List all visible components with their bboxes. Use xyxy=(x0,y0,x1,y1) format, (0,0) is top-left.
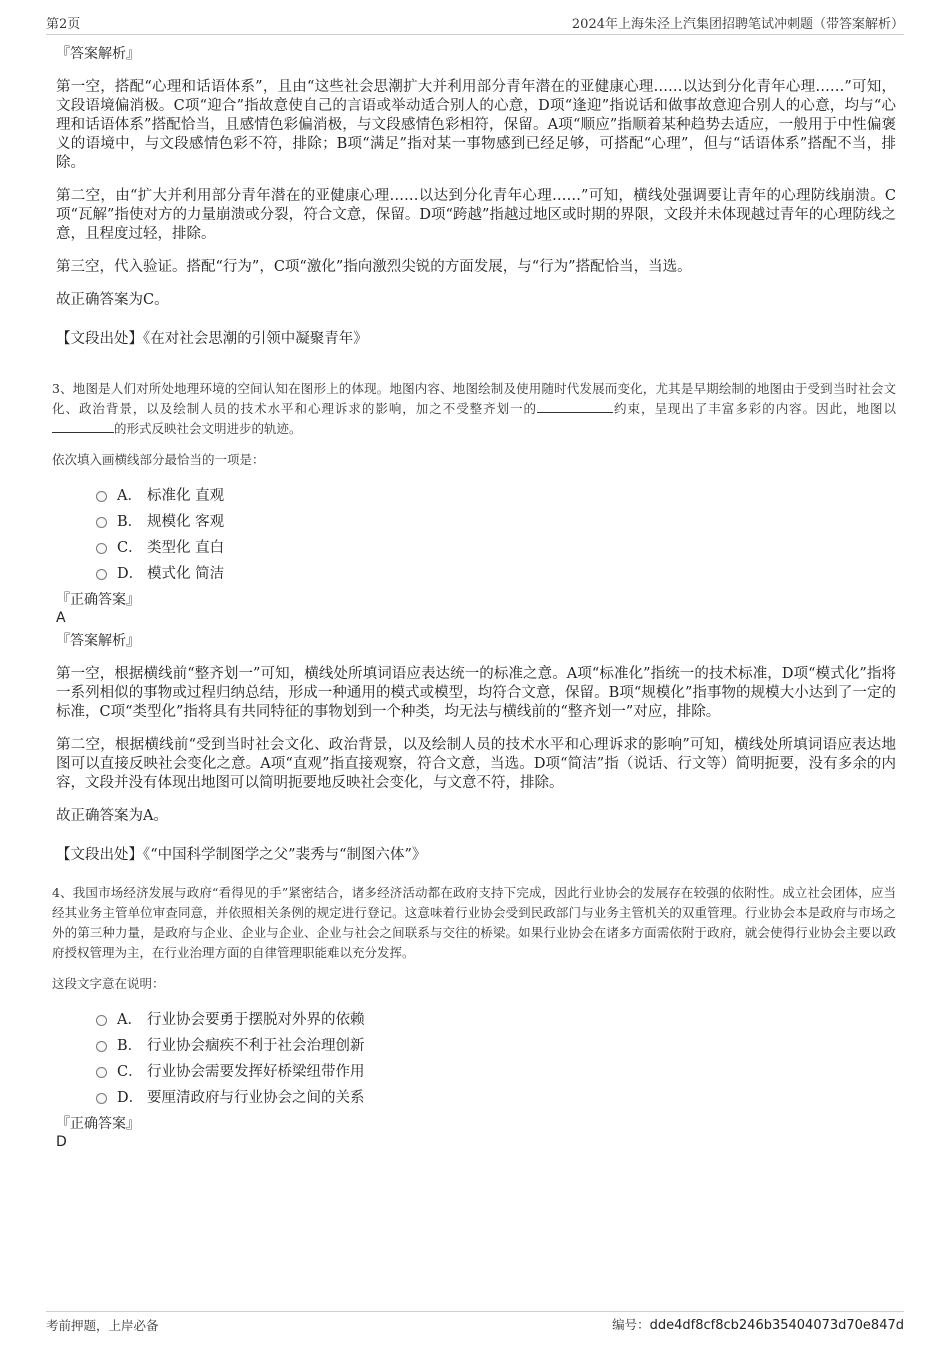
q3-option-a[interactable]: A． 标准化 直观 xyxy=(96,481,896,507)
q3-source: 【文段出处】《“中国科学制图学之父”裴秀与“制图六体”》 xyxy=(56,847,427,863)
q2-explanation-para-2: 第二空，由“扩大并利用部分青年潜在的亚健康心理……以达到分化青年心理……”可知，横线处强调要让青年的心理防线崩溃。C项“瓦解”指使对方的力量崩溃或分裂，符合文意，保留。D项“跨越”指越过地区或时期的界限，文段并未体现越过青年的心理防线之意，且程度过轻，排除。 xyxy=(56,188,896,242)
q4-option-b[interactable]: B． 行业协会痼疾不利于社会治理创新 xyxy=(96,1031,896,1057)
q3-option-d[interactable]: D． 模式化 简洁 xyxy=(96,559,896,585)
q3-blank-2 xyxy=(52,420,114,433)
q2-source: 【文段出处】《在对社会思潮的引领中凝聚青年》 xyxy=(56,331,368,347)
q4-prompt: 这段文字意在说明： xyxy=(52,976,165,991)
q3-stem: 3、地图是人们对所处地理环境的空间认知在图形上的体现。地图内容、地图绘制及使用随时代发展而变化，尤其是早期绘制的地图由于受到当时社会文化、政治背景，以及绘制人员的技术水平和心理诉求的影响，加之不受整齐划一的 约束，呈现出了丰富多彩的内容。因此，地图以的形式反映社会文明进步的轨迹。 xyxy=(52,381,896,436)
q4-option-d[interactable]: D． 要厘清政府与行业协会之间的关系 xyxy=(96,1083,896,1109)
footer-slogan: 考前押题，上岸必备 xyxy=(46,1318,159,1333)
page-footer xyxy=(46,1311,904,1336)
question-3 xyxy=(52,379,896,865)
radio-icon[interactable] xyxy=(96,1015,107,1026)
q3-option-c[interactable]: C． 类型化 直白 xyxy=(96,533,896,559)
radio-icon[interactable] xyxy=(96,517,107,528)
q3-options xyxy=(96,481,896,585)
q3-conclusion: 故正确答案为A。 xyxy=(56,808,168,824)
radio-icon[interactable] xyxy=(96,1041,107,1052)
q2-explanation-para-3: 第三空，代入验证。搭配“行为”，C项“激化”指向激烈尖锐的方面发展，与“行为”搭配恰当，当选。 xyxy=(56,259,692,275)
q3-explanation-para-2: 第二空，根据横线前“受到当时社会文化、政治背景，以及绘制人员的技术水平和心理诉求的影响”可知，横线处所填词语应表达地图可以直接反映社会变化之意。A项“直观”指直接观察，符合文意，当选。D项“简洁”指（说话、行文等）简明扼要，没有多余的内容，文段并没有体现出地图可以简明扼要地反映社会变化，与文意不符，排除。 xyxy=(56,737,896,791)
q3-explanation-label: 『答案解析』 xyxy=(56,633,140,649)
q3-explanation-para-1: 第一空，根据横线前“整齐划一”可知，横线处所填词语应表达统一的标准之意。A项“标准化”指统一的技术标准，D项“模式化”指将一系列相似的事物或过程归纳总结，形成一种通用的模式或模型，均符合文意，保留。B项“规模化”指事物的规模大小达到了一定的标准，C项“类型化”指将具有共同特征的事物划到一个种类，均无法与横线前的“整齐划一”对应，排除。 xyxy=(56,666,896,720)
q2-explanation-label: 『答案解析』 xyxy=(56,46,140,62)
q3-option-b[interactable]: B． 规模化 客观 xyxy=(96,507,896,533)
radio-icon[interactable] xyxy=(96,1093,107,1104)
q2-explanation xyxy=(56,44,896,349)
q4-answer-label: 『正确答案』 xyxy=(56,1116,140,1132)
q3-answer: A xyxy=(56,610,66,626)
q3-blank-1 xyxy=(537,400,613,413)
main-content xyxy=(52,44,896,1151)
radio-icon[interactable] xyxy=(96,569,107,580)
q2-conclusion: 故正确答案为C。 xyxy=(56,292,169,308)
q4-answer: D xyxy=(56,1134,67,1150)
document-title: 2024年上海朱泾上汽集团招聘笔试冲刺题（带答案解析） xyxy=(571,17,904,32)
q4-stem: 4、我国市场经济发展与政府“看得见的手”紧密结合，诸多经济活动都在政府支持下完成，因此行业协会的发展存在较强的依附性。成立社会团体，应当经其业务主管单位审查同意，并依照相关条例的规定进行登记。这意味着行业协会受到民政部门与业务主管机关的双重管理。行业协会本是政府与市场之外的第三种力量，是政府与企业、企业与企业、企业与社会之间联系与交往的桥梁。如果行业协会在诸多方面需依附于政府，就会使得行业协会主要以政府授权管理为主，在行业治理方面的自律管理职能难以充分发挥。 xyxy=(52,885,896,960)
q4-option-c[interactable]: C． 行业协会需要发挥好桥梁纽带作用 xyxy=(96,1057,896,1083)
document-id: 编号：dde4df8cf8cb246b35404073d70e847d xyxy=(612,1317,904,1333)
q3-prompt: 依次填入画横线部分最恰当的一项是： xyxy=(52,452,265,467)
radio-icon[interactable] xyxy=(96,1067,107,1078)
q4-option-a[interactable]: A． 行业协会要勇于摆脱对外界的依赖 xyxy=(96,1005,896,1031)
radio-icon[interactable] xyxy=(96,543,107,554)
q2-explanation-para-1: 第一空，搭配“心理和话语体系”，且由“这些社会思潮扩大并利用部分青年潜在的亚健康心理……以达到分化青年心理……”可知，文段语境偏消极。C项“迎合”指故意使自己的言语或举动适合别人的心意，D项“逢迎”指说话和做事故意迎合别人的心意，均与“心理和话语体系”搭配恰当，且感情色彩偏消极，与文段感情色彩相符，保留。A项“顺应”指顺着某种趋势去适应，一般用于中性偏褒义的语境中，与文段感情色彩不符，排除；B项“满足”指对某一事物感到已经足够，可搭配“心理”，但与“话语体系”搭配不当，排除。 xyxy=(56,79,896,171)
q4-options xyxy=(96,1005,896,1109)
radio-icon[interactable] xyxy=(96,491,107,502)
question-4 xyxy=(52,883,896,1151)
page-number: 第2页 xyxy=(46,17,81,32)
q3-answer-label: 『正确答案』 xyxy=(56,592,140,608)
page-header xyxy=(46,10,904,35)
